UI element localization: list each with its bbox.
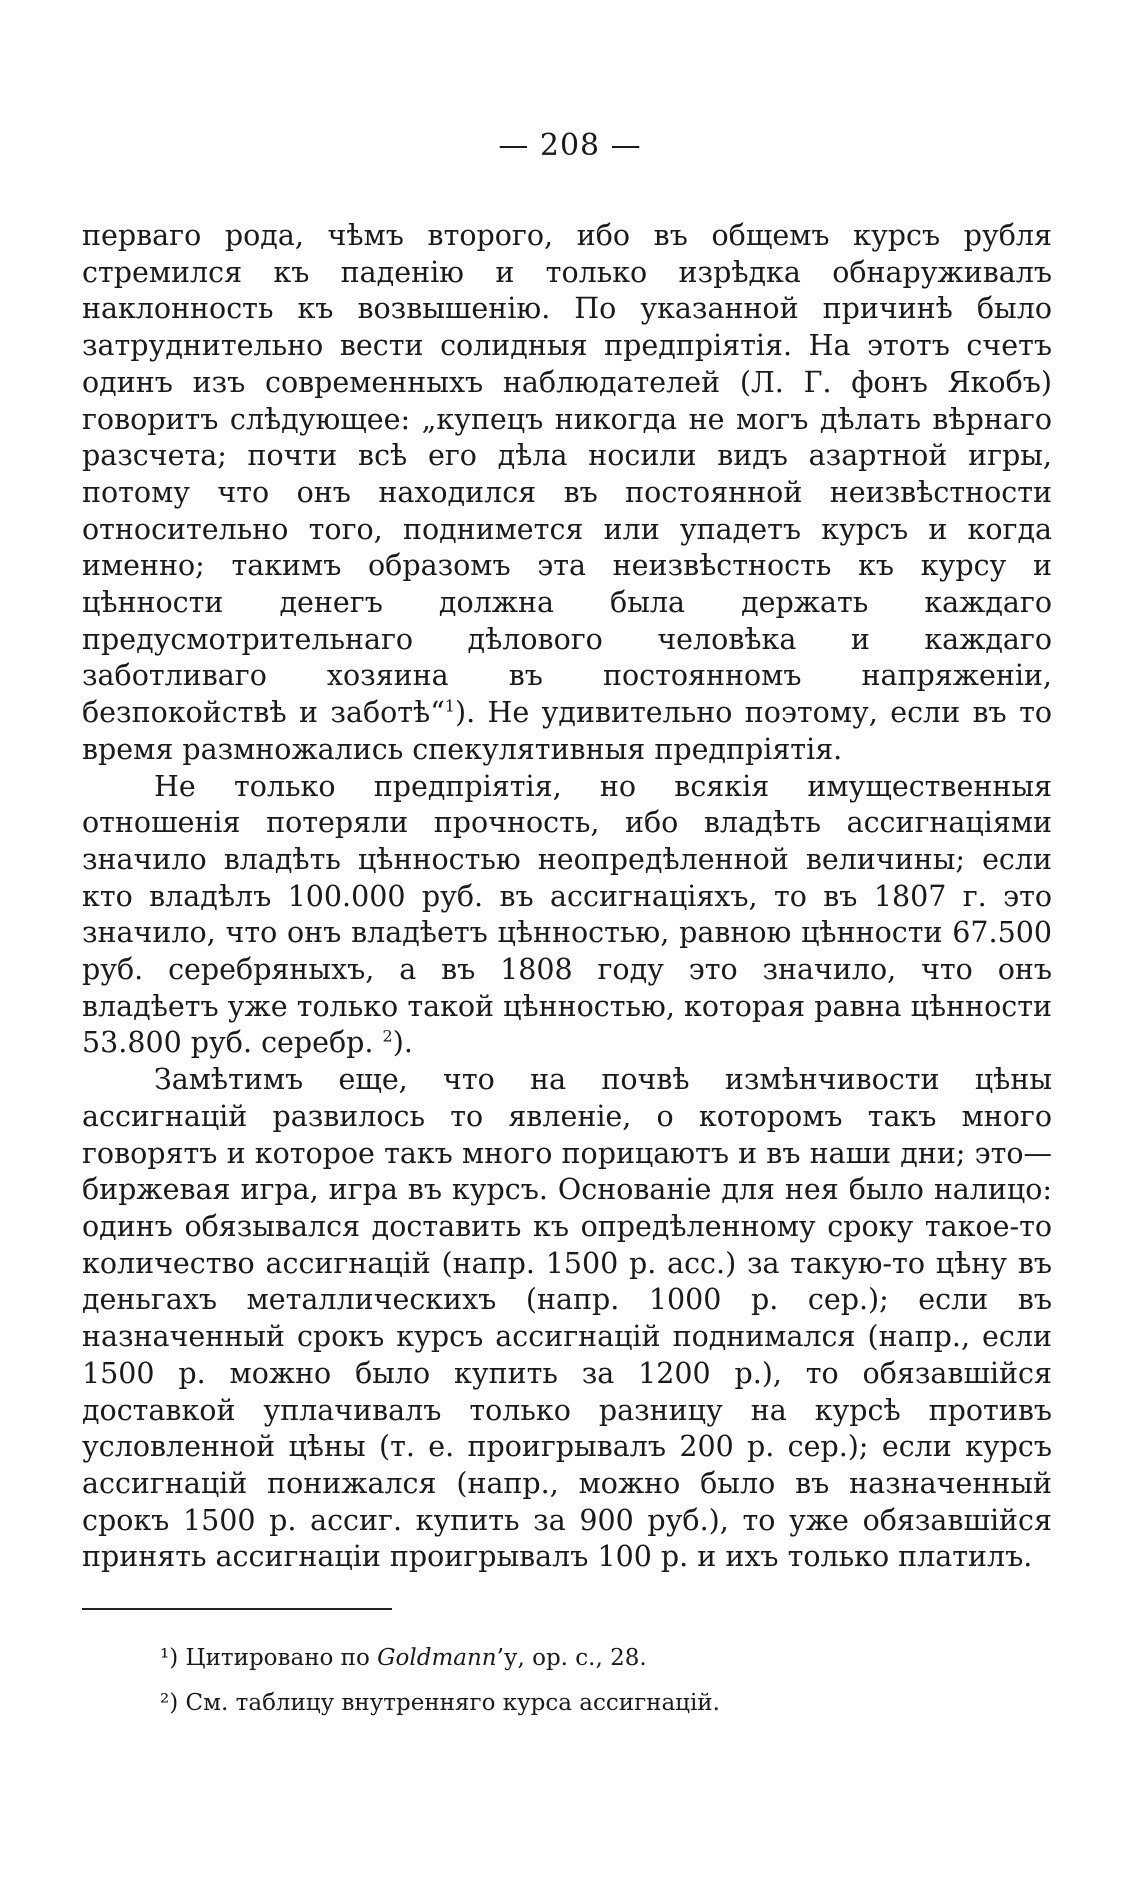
paragraph-2-text: Не только предпріятія, но всякія имущественныя отношенія потеряли прочность, ибо владѣть ассигнаціями значило владѣть цѣнностью неопредѣленной величины; если кто владѣлъ 100.000 руб. въ ассигнаціяхъ, то въ 1807 г. это значило, что онъ владѣетъ цѣнностью, равною цѣнности 67.500 руб. серебряныхъ, а въ 1808 году это значило, что онъ владѣетъ уже только такой цѣнностью, которая равна цѣнности 53.800 руб. серебр. — [82, 769, 1052, 1060]
paragraph-2-tail: ). — [392, 1026, 413, 1060]
paragraph-1-text: перваго рода, чѣмъ второго, ибо въ общемъ курсъ рубля стремился къ паденію и только изрѣдка обнаруживалъ наклонность къ возвышенію. По указанной причинѣ было затруднительно вести солидныя предпріятія. На этотъ счетъ одинъ изъ современныхъ наблюдателей (Л. Г. фонъ Якобъ) говоритъ слѣдующее: „купецъ никогда не могъ дѣлать вѣрнаго разсчета; почти всѣ его дѣла носили видъ азартной игры, потому что онъ находился въ постоянной неизвѣстности относительно того, поднимется или упадетъ курсъ и когда именно; такимъ образомъ эта неизвѣстность къ курсу и цѣнности денегъ должна была держать каждаго предусмотрительнаго дѣлового человѣка и каждаго заботливаго хозяина въ постоянномъ напряженіи, безпокойствѣ и заботѣ“ — [82, 219, 1052, 730]
paragraph-1-tail: ). Не удивительно поэтому, если въ то время размножались спекулятивныя предпріятія. — [82, 696, 1053, 766]
footnote-2 — [160, 1681, 1040, 1726]
footnote-1-marker: ¹) — [160, 1645, 179, 1671]
footnote-1-suffix: ’у, op. c., 28. — [496, 1645, 647, 1671]
footnote-2-text: См. таблицу внутренняго курса ассигнацій. — [185, 1690, 720, 1716]
paragraph-3 — [82, 1062, 1052, 1576]
footnote-ref-1: 1 — [444, 696, 455, 716]
footnote-ref-2: 2 — [382, 1026, 393, 1046]
footnote-1-prefix: Цитировано по — [185, 1645, 370, 1671]
paragraph-2 — [82, 769, 1052, 1063]
footnote-1-author: Goldmann — [377, 1645, 497, 1671]
footnote-separator — [82, 1608, 392, 1610]
paragraph-3-text: Замѣтимъ еще, что на почвѣ измѣнчивости цѣны ассигнацій развилось то явленіе, о которомъ такъ много говорятъ и которое такъ много порицаютъ и въ наши дни; это—биржевая игра, игра въ курсъ. Основаніе для нея было налицо: одинъ обязывался доставить къ опредѣленному сроку такое-то количество ассигнацій (напр. 1500 р. асс.) за такую-то цѣну въ деньгахъ металлическихъ (напр. 1000 р. сер.); если въ назначенный срокъ курсъ ассигнацій поднимался (напр., если 1500 р. можно было купить за 1200 р.), то обязавшійся доставкой уплачивалъ только разницу на курсѣ противъ условленной цѣны (т. е. проигрывалъ 200 р. сер.); если курсъ ассигнацій понижался (напр., можно было въ назначенный срокъ 1500 р. ассиг. купить за 900 руб.), то уже обязавшійся принять ассигнаціи проигрывалъ 100 р. и ихъ только платилъ. — [82, 1063, 1052, 1574]
main-text — [82, 218, 1052, 1576]
footnote-2-marker: ²) — [160, 1690, 179, 1716]
paragraph-1 — [82, 218, 1052, 769]
page-number: — 208 — — [498, 128, 642, 163]
footnote-1 — [160, 1636, 1040, 1681]
footnotes — [160, 1636, 1040, 1726]
